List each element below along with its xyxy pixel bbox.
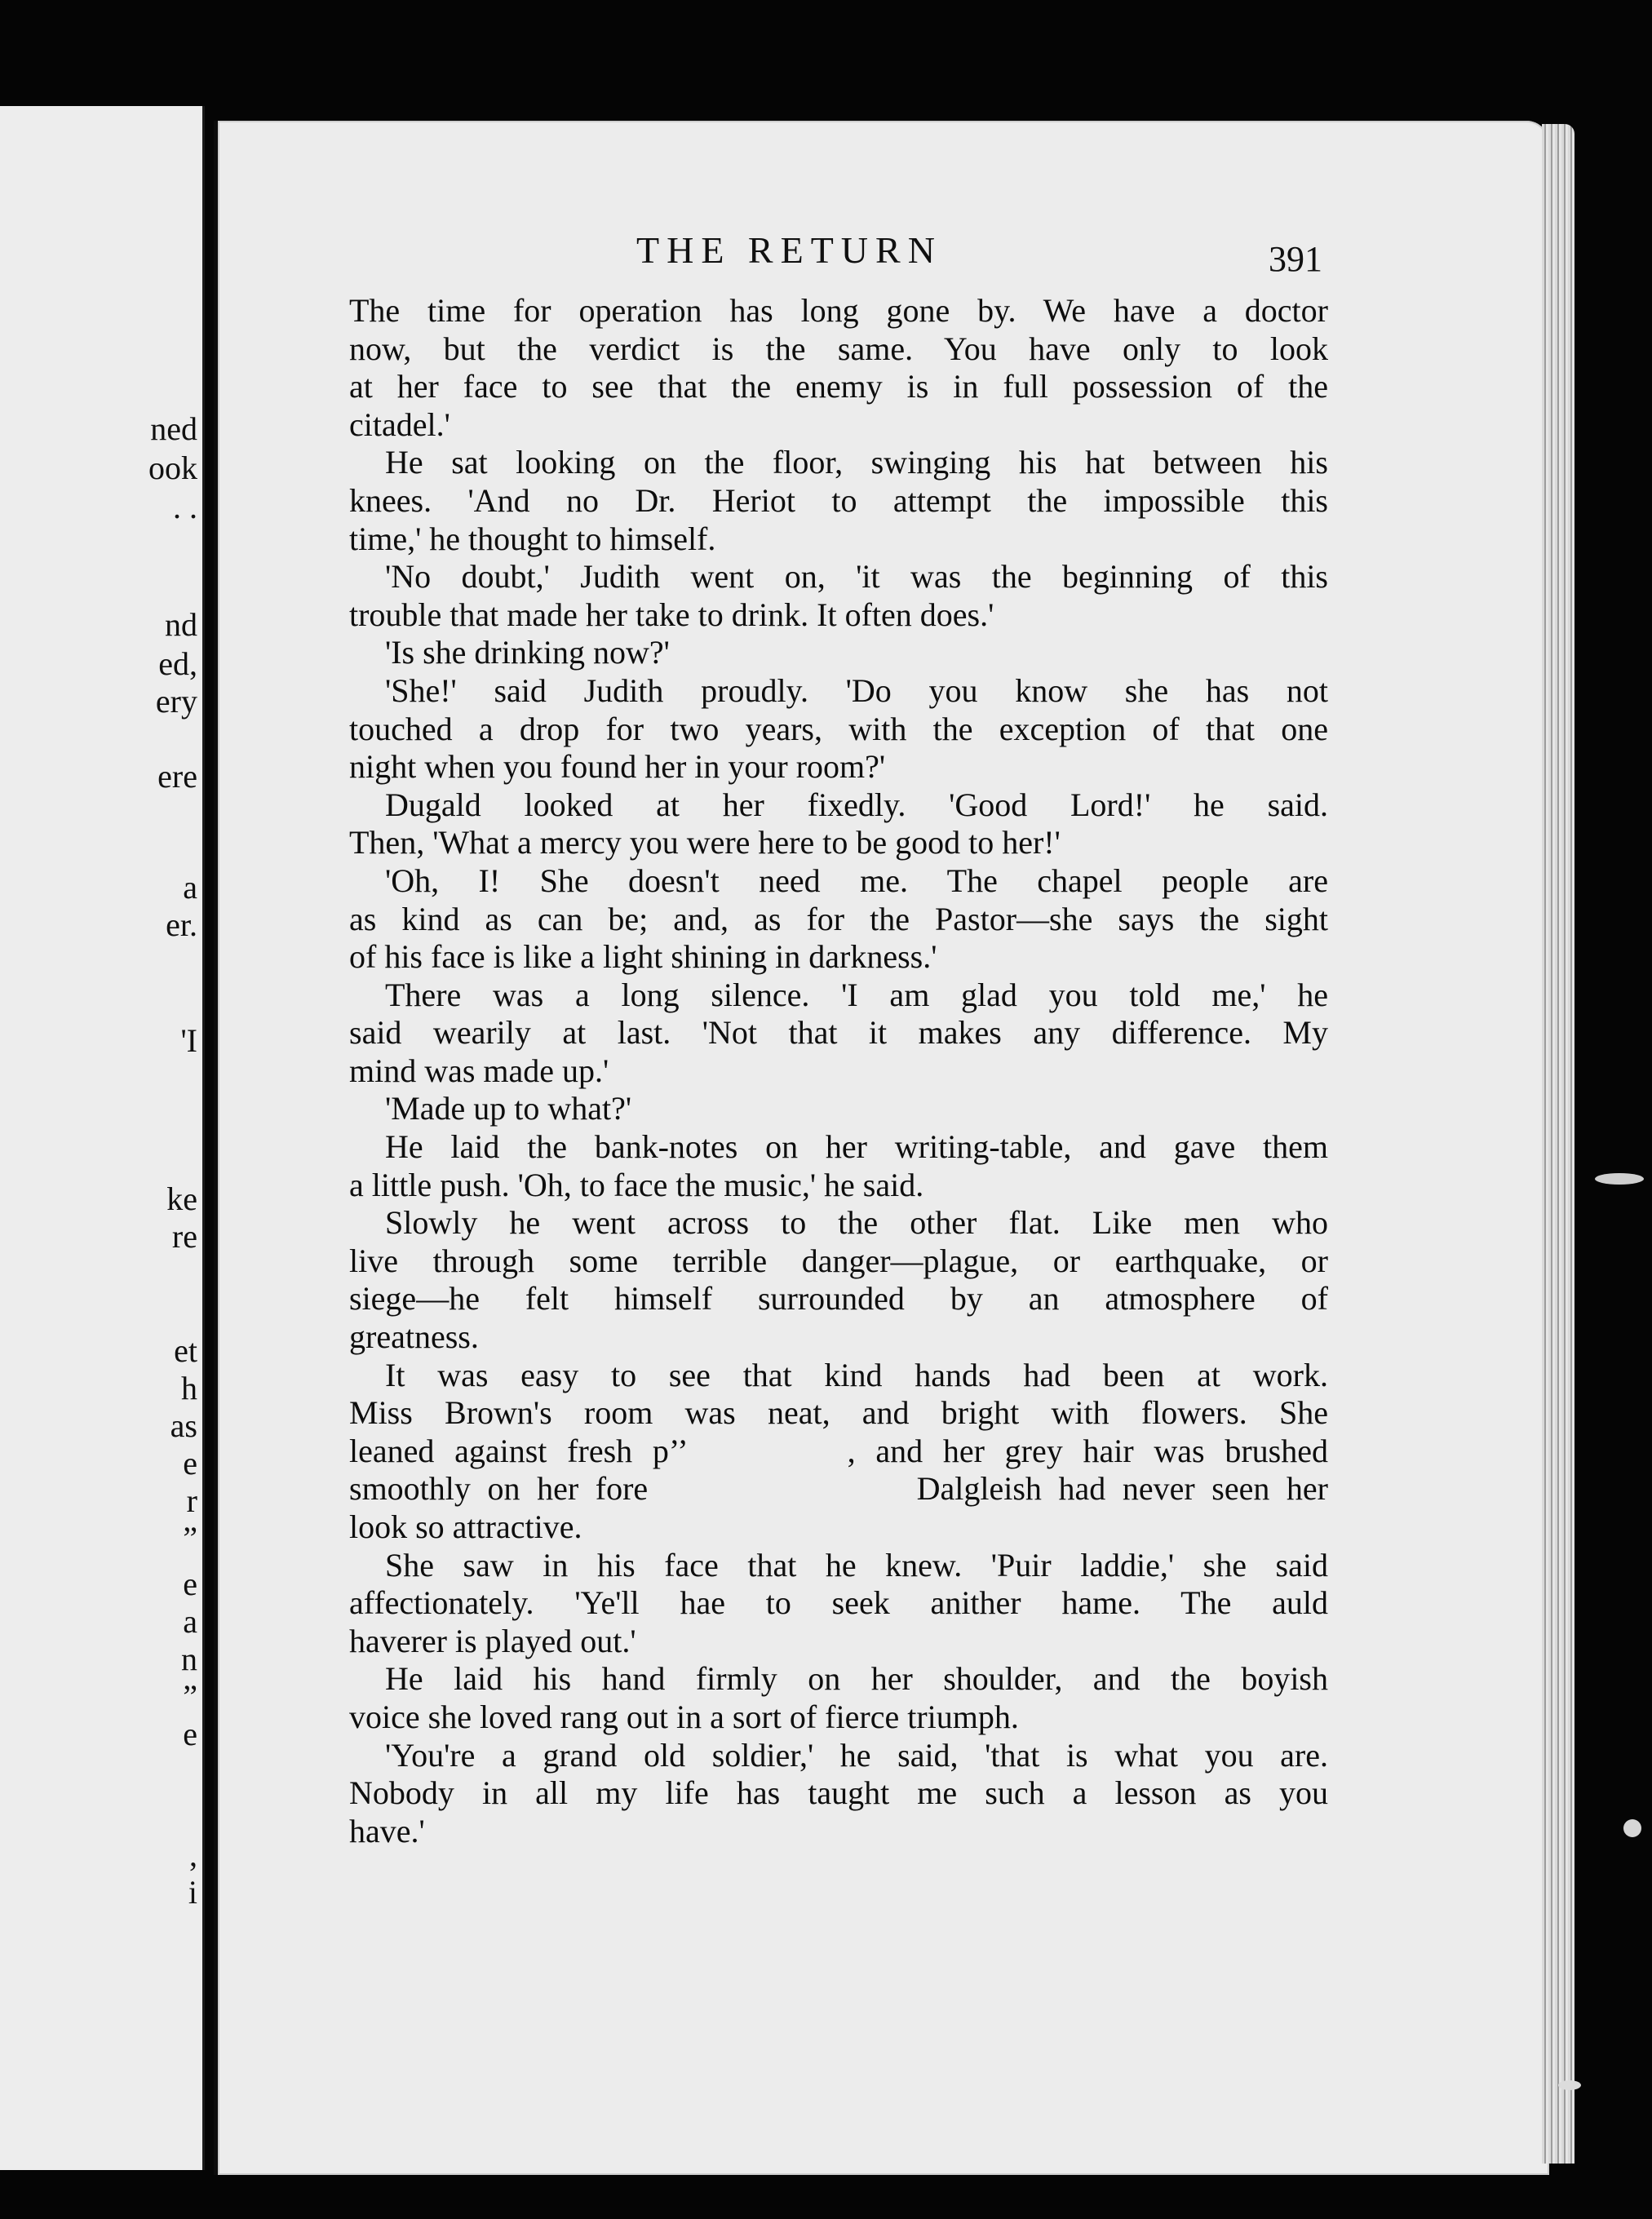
left-fragment: re [171,1218,197,1255]
left-fragment: a [183,1603,197,1640]
left-fragment: i [188,1874,197,1911]
text-line: 'Made up to what?' [385,1090,632,1127]
text-line: Nobody in all my life has taught me such a lesson as you [349,1774,1328,1812]
text-line: He laid the bank-notes on her writing-table, and gave them [385,1128,1328,1166]
left-fragment: et [174,1332,197,1369]
left-fragment: e [183,1445,197,1482]
text-line: Slowly he went across to the other flat. Like men who [385,1204,1328,1242]
facing-page-edge [0,106,205,2170]
left-fragment: r [186,1482,197,1519]
left-fragment: ” [183,1520,197,1557]
page-number: 391 [1269,239,1322,279]
text-line: 'Oh, I! She doesn't need me. The chapel people are [385,861,1328,899]
text-line: knees. 'And no Dr. Heriot to attempt the impossible this [349,481,1328,519]
left-fragment: ere [157,758,197,795]
text-line: night when you found her in your room?' [349,748,886,786]
left-fragment: e [183,1716,197,1752]
text-line: 'No doubt,' Judith went on, 'it was the beginning of this [385,558,1328,596]
text-line: It was easy to see that kind hands had been at work. [385,1356,1328,1393]
text-line: voice she loved rang out in a sort of fierce triumph. [349,1698,1019,1735]
text-line: 'Is she drinking now?' [385,634,670,671]
text-line: He laid his hand firmly on her shoulder, and the boyish [385,1660,1328,1698]
text-line: greatness. [349,1318,479,1356]
left-fragment: , [189,1836,197,1873]
text-line: live through some terrible danger—plague, or earthquake, or [349,1242,1328,1279]
text-line: Then, 'What a mercy you were here to be good to her!' [349,824,1061,861]
text-line: as kind as can be; and, as for the Pastor—she says the sight [349,900,1328,937]
left-fragment: er. [166,906,197,943]
left-fragment: n [181,1641,197,1677]
text-line: 'She!' said Judith proudly. 'Do you know she has not [385,671,1328,709]
text-line: She saw in his face that he knew. 'Puir laddie,' she said [385,1546,1328,1583]
left-fragment: ed, [158,645,197,682]
left-fragment: ” [183,1678,197,1715]
scan-speck [1558,2080,1581,2090]
left-fragment: nd [165,606,197,643]
text-line: a little push. 'Oh, to face the music,' he said. [349,1166,924,1203]
text-line: touched a drop for two years, with the exception of that one [349,710,1328,747]
text-line: of his face is like a light shining in darkness.' [349,938,937,976]
text-line: have.' [349,1812,425,1849]
text-line: time,' he thought to himself. [349,520,716,557]
text-line: There was a long silence. 'I am glad you told me,' he [385,976,1328,1013]
text-line: citadel.' [349,405,450,443]
text-line: now, but the verdict is the same. You have only to look [349,330,1328,367]
text-line: Miss Brown's room was neat, and bright with flowers. She [349,1394,1328,1432]
left-fragment: . . [173,489,197,525]
text-line: Dugald looked at her fixedly. 'Good Lord!' he said. [385,786,1328,823]
text-line: He sat looking on the floor, swinging his hat between his [385,444,1328,481]
text-line: at her face to see that the enemy is in full possession of the [349,368,1328,405]
running-head: THE RETURN [636,229,942,271]
text-line: leaned against fresh p’’ , and her grey hair was brushed [349,1432,1328,1469]
left-fragment: ke [166,1180,197,1217]
text-line: affectionately. 'Ye'll hae to seek anither hame. The auld [349,1584,1328,1622]
page-edge-stack [1542,124,1574,2164]
text-line: mind was made up.' [349,1052,609,1089]
text-line: haverer is played out.' [349,1622,636,1659]
text-line: said wearily at last. 'Not that it makes any difference. My [349,1014,1328,1052]
text-line: look so attractive. [349,1508,582,1545]
page-body-text [349,292,1328,1850]
left-fragment: e [183,1566,197,1602]
left-fragment: a [183,869,197,906]
text-line: trouble that made her take to drink. It often does.' [349,596,994,633]
text-line: 'You're a grand old soldier,' he said, 'that is what you are. [385,1736,1328,1774]
text-line: The time for operation has long gone by. We have a doctor [349,292,1328,329]
scan-speck [1595,1173,1644,1185]
text-line: smoothly on her fore Dalgleish had never seen her [349,1470,1328,1508]
left-fragment: 'I [180,1022,197,1059]
left-fragment: ook [148,450,197,486]
scan-speck [1623,1819,1641,1837]
left-fragment: ery [155,683,197,720]
left-fragment: ned [150,410,197,447]
left-fragment: h [181,1370,197,1406]
left-fragment: as [170,1407,197,1444]
text-line: siege—he felt himself surrounded by an atmosphere of [349,1280,1328,1318]
